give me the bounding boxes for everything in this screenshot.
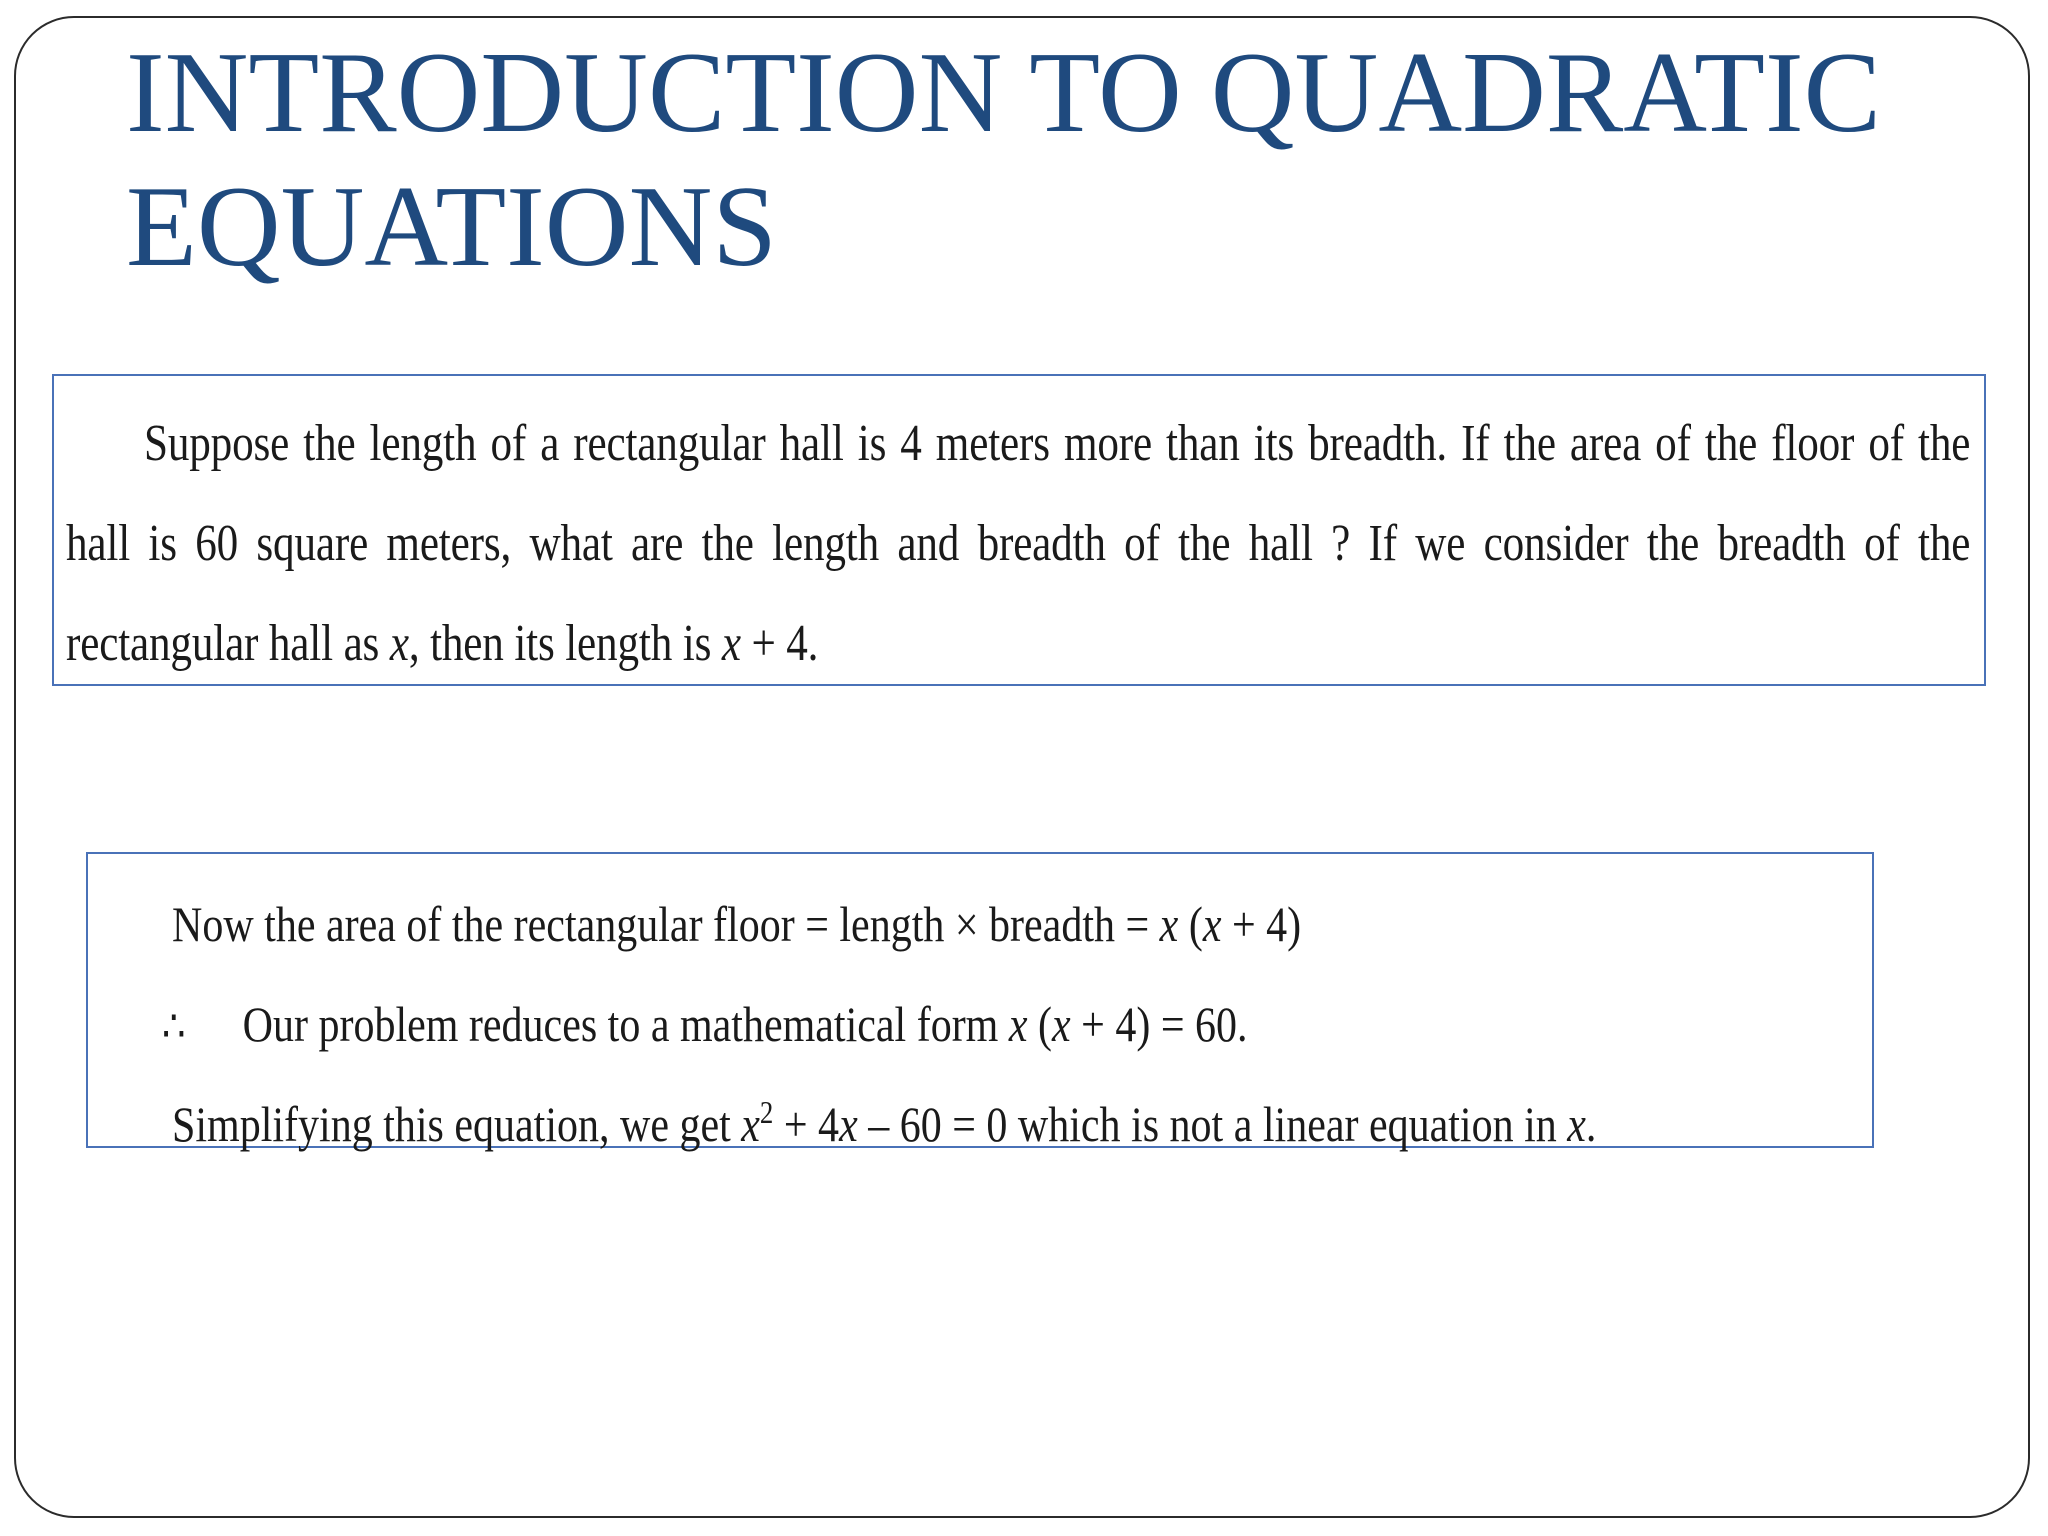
variable-x: x: [389, 615, 409, 672]
variable-x: x: [1159, 896, 1179, 952]
simplify-text-rest: – 60 = 0 which is not a linear equation in: [857, 1096, 1568, 1152]
variable-x: x: [741, 1096, 760, 1152]
simplify-text: Simplifying this equation, we get: [172, 1096, 742, 1152]
variable-x: x: [1008, 996, 1028, 1052]
title-line-2: EQUATIONS: [126, 163, 777, 291]
slide-title: [126, 26, 2006, 294]
area-text: Now the area of the rectangular floor = length × breadth =: [172, 896, 1160, 952]
reduced-form-line: [162, 994, 1248, 1057]
problem-text-end: + 4.: [740, 615, 819, 672]
exponent: 2: [759, 1094, 774, 1130]
area-expression-end: + 4): [1221, 896, 1302, 952]
simplified-equation-line: [172, 1094, 1596, 1154]
reduced-form-text: Our problem reduces to a mathematical form: [242, 996, 1009, 1052]
variable-x: x: [1052, 996, 1071, 1052]
period: .: [1585, 1096, 1597, 1152]
variable-x: x: [721, 615, 741, 672]
problem-statement-text: [66, 394, 1970, 694]
variable-x: x: [1567, 1096, 1586, 1152]
reduced-form-end: + 4) = 60.: [1070, 996, 1248, 1052]
problem-statement-box: [52, 374, 1986, 686]
paren-open: (: [1027, 996, 1053, 1052]
paren-open: (: [1178, 896, 1203, 952]
problem-text-part-1: Suppose the length of a rectangular hall is 4 meters more than its breadth. If the area of the floor of the hall is 60 square meters, what are the length and breadth of the hall ? If we consider the breadth of the rectangular hall as: [66, 415, 1971, 672]
therefore-icon: ∴: [162, 1002, 186, 1051]
title-line-1: INTRODUCTION TO QUADRATIC: [126, 29, 1882, 157]
problem-text-part-2: , then its length is: [408, 615, 722, 672]
slide-frame: [14, 16, 2030, 1518]
equation-derivation-box: [86, 852, 1874, 1152]
variable-x: x: [1202, 896, 1222, 952]
variable-x: x: [839, 1096, 858, 1152]
area-equation-line: [172, 894, 1301, 954]
plus-four: + 4: [773, 1096, 840, 1152]
